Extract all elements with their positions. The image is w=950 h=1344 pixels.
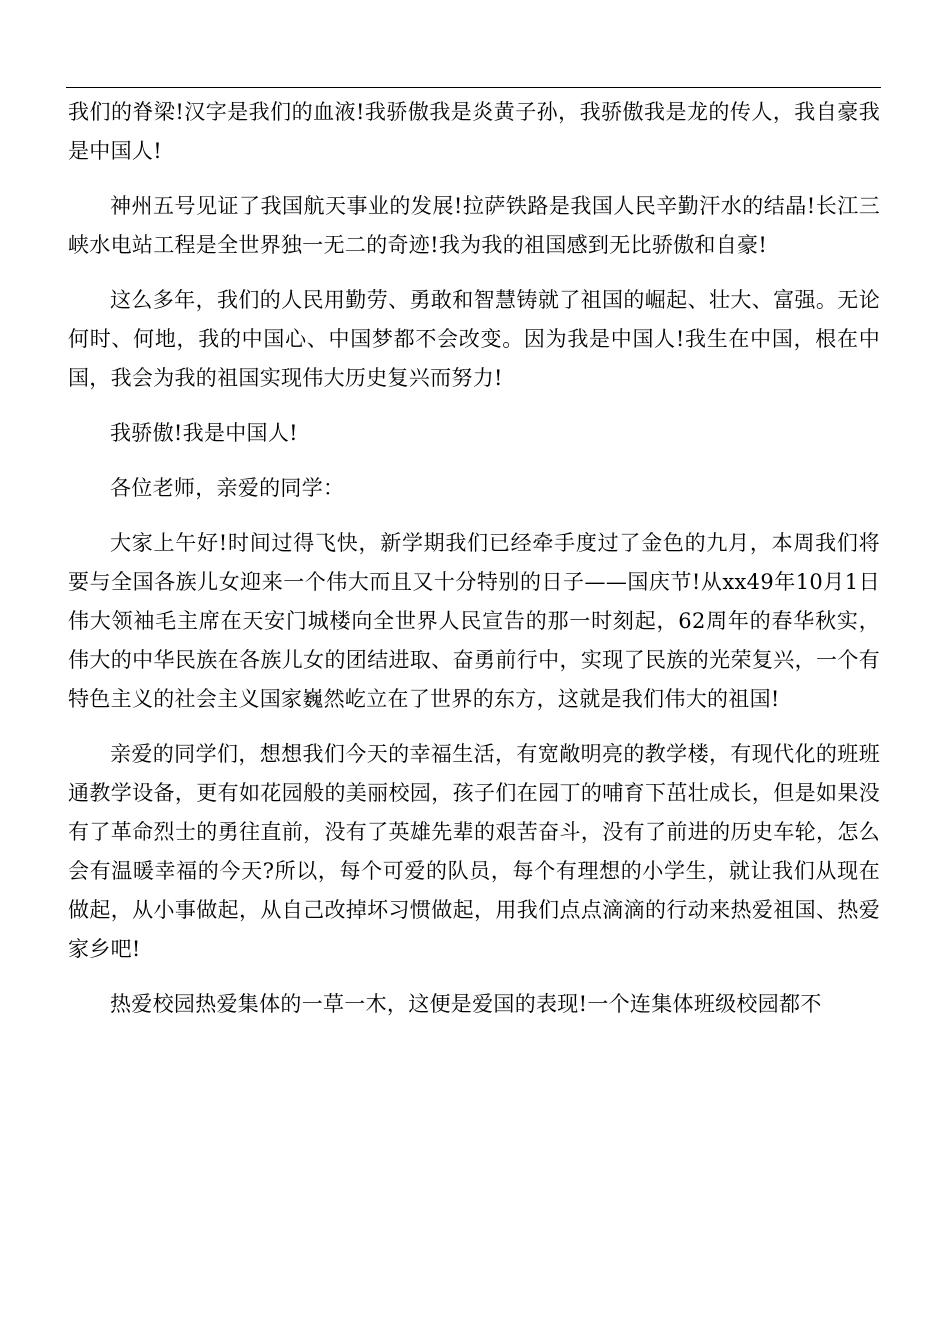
paragraph-continuation: 我们的脊梁!汉字是我们的血液!我骄傲我是炎黄子孙，我骄傲我是龙的传人，我自豪我是中国人! <box>68 100 880 163</box>
document-body <box>68 93 880 1040</box>
paragraph: 神州五号见证了我国航天事业的发展!拉萨铁路是我国人民辛勤汗水的结晶!长江三峡水电站工程是全世界独一无二的奇迹!我为我的祖国感到无比骄傲和自豪! <box>68 194 880 257</box>
paragraph: 大家上午好!时间过得飞快，新学期我们已经牵手度过了金色的九月，本周我们将要与全国各族儿女迎来一个伟大而且又十分特别的日子——国庆节!从xx49年10月1日伟大领袖毛主席在天安门城楼向全世界人民宣告的那一时刻起，62周年的春华秋实，伟大的中华民族在各族儿女的团结进取、奋勇前行中，实现了民族的光荣复兴，一个有特色主义的社会主义国家巍然屹立在了世界的东方，这就是我们伟大的祖国! <box>68 531 880 711</box>
salutation: 各位老师，亲爱的同学： <box>110 476 345 500</box>
paragraph: 这么多年，我们的人民用勤劳、勇敢和智慧铸就了祖国的崛起、壮大、富强。无论何时、何地，我的中国心、中国梦都不会改变。因为我是中国人!我生在中国，根在中国，我会为我的祖国实现伟大历史复兴而努力! <box>68 288 880 390</box>
paragraph: 热爱校园热爱集体的一草一木，这便是爱国的表现!一个连集体班级校园都不 <box>110 992 822 1016</box>
header-rule <box>66 87 881 88</box>
paragraph: 亲爱的同学们，想想我们今天的幸福生活，有宽敞明亮的教学楼，有现代化的班班通教学设备，更有如花园般的美丽校园，孩子们在园丁的哺育下茁壮成长，但是如果没有了革命烈士的勇往直前，没有了英雄先辈的艰苦奋斗，没有了前进的历史车轮，怎么会有温暖幸福的今天?所以，每个可爱的队员，每个有理想的小学生，就让我们从现在做起，从小事做起，从自己改掉坏习惯做起，用我们点点滴滴的行动来热爱祖国、热爱家乡吧! <box>68 742 880 961</box>
paragraph: 我骄傲!我是中国人! <box>110 421 298 445</box>
